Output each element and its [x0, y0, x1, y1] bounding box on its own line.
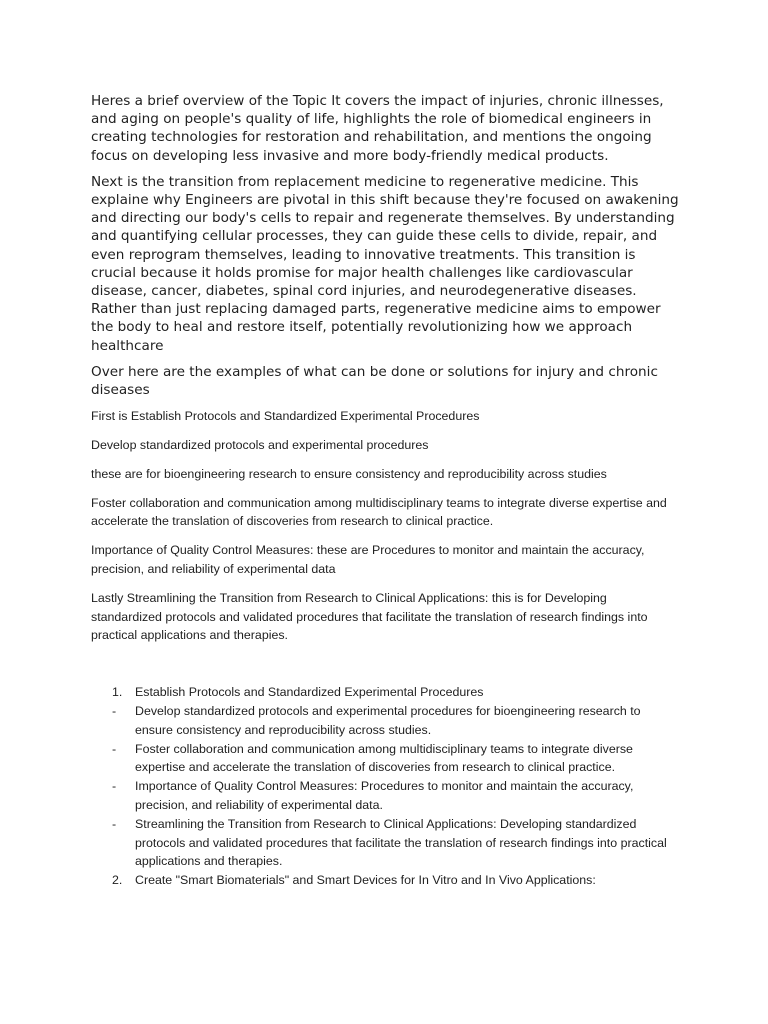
examples-paragraph: Over here are the examples of what can be done or solutions for injury and chronic diseases: [91, 363, 658, 399]
dash-bullet: -: [112, 741, 117, 756]
list-item-text: Establish Protocols and Standardized Experimental Procedures: [135, 685, 484, 700]
sub-list-item-text: Foster collaboration and communication among multidisciplinary teams to integrate diverse expertise and accelerate the translation of discoveries from research to clinical practice.: [135, 741, 633, 775]
list-number: 1.: [112, 685, 123, 700]
list-item-text: Create "Smart Biomaterials" and Smart Devices for In Vitro and In Vivo Applications:: [135, 873, 596, 888]
sub-list-item: [91, 740, 681, 778]
numbered-list: [91, 683, 681, 890]
develop-paragraph: Develop standardized protocols and experimental procedures: [91, 438, 429, 453]
bioengineering-paragraph: these are for bioengineering research to ensure consistency and reproducibility across studies: [91, 466, 607, 481]
quality-control-paragraph: Importance of Quality Control Measures: these are Procedures to monitor and maintain the accuracy, precision, and reliability of experimental data: [91, 543, 645, 577]
sub-list-item-text: Develop standardized protocols and experimental procedures for bioengineering research to ensure consistency and reproducibility across studies.: [135, 704, 641, 737]
sub-list-item: [91, 777, 681, 815]
overview-paragraph: Heres a brief overview of the Topic It covers the impact of injuries, chronic illnesses, and aging on people's quality of life, highlights the role of biomedical engineers in creating technologies for restoration and rehabilitation, and mentions the ongoing focus on developing less invasive and more body-friendly medical products.: [91, 93, 664, 164]
transition-paragraph: Next is the transition from replacement medicine to regenerative medicine. This explaine why Engineers are pivotal in this shift because they're focused on awakening and directing our body's cells to repair and regenerate themselves. By understanding and quantifying cellular processes, they can guide these cells to divide, repair, and even reprogram themselves, leading to innovative treatments. This transition is crucial because it holds promise for major health challenges like cardiovascular disease, cancer, diabetes, spinal cord injuries, and neurodegenerative diseases. Rather than just replacing damaged parts, regenerative medicine aims to empower the body to heal and restore itself, potentially revolutionizing how we approach healthcare: [91, 173, 679, 354]
sub-list-item-text: Streamlining the Transition from Research to Clinical Applications: Developing standardized protocols and validated procedures that facilitate the translation of research findings into practical applications and therapies.: [135, 816, 667, 869]
sub-list-item: [91, 815, 681, 871]
protocols-paragraph: First is Establish Protocols and Standardized Experimental Procedures: [91, 409, 480, 424]
list-number: 2.: [112, 873, 123, 888]
document-page: [91, 92, 681, 890]
dash-bullet: -: [112, 816, 117, 831]
dash-bullet: -: [112, 704, 117, 719]
list-item-1: [91, 683, 681, 702]
spacer: [91, 655, 681, 683]
dash-bullet: -: [112, 779, 117, 794]
list-item-2: [91, 871, 681, 890]
streamlining-paragraph: Lastly Streamlining the Transition from Research to Clinical Applications: this is for Developing standardized protocols and validated procedures that facilitate the translation of research findings into practical applications and therapies.: [91, 590, 648, 643]
sub-list-item-text: Importance of Quality Control Measures: Procedures to monitor and maintain the accuracy, precision, and reliability of experimental data.: [135, 779, 634, 812]
sub-list-item: [91, 702, 681, 740]
collaboration-paragraph: Foster collaboration and communication among multidisciplinary teams to integrate diverse expertise and accelerate the translation of discoveries from research to clinical practice.: [91, 495, 667, 529]
